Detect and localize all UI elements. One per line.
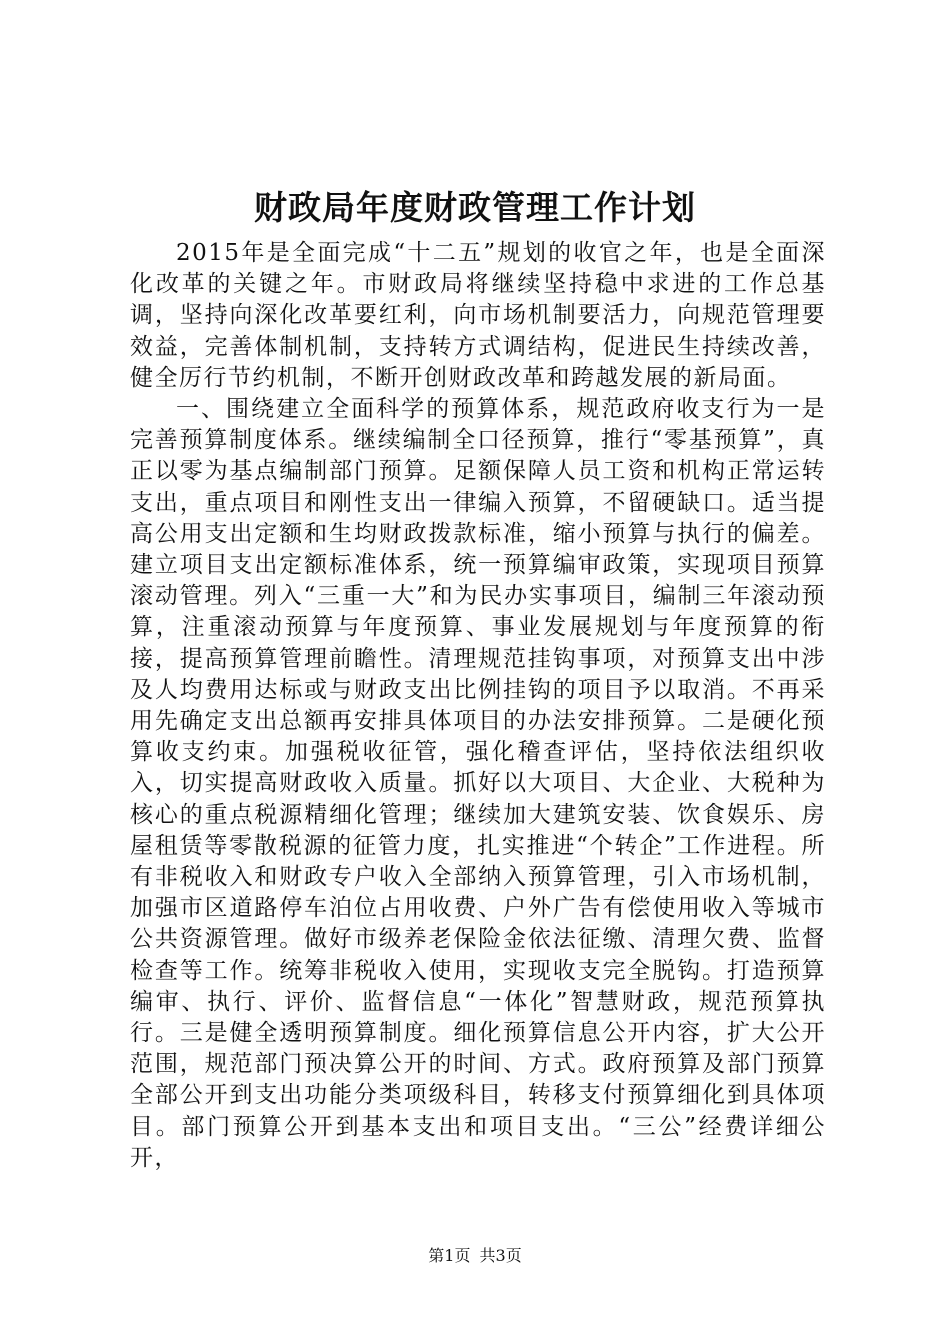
page-number: 第1页 — [428, 1246, 471, 1265]
paragraph-section-one: 一、围绕建立全面科学的预算体系，规范政府收支行为一是完善预算制度体系。继续编制全口径预算，推行“零基预算”，真正以零为基点编制部门预算。足额保障人员工资和机构正常运转支出，重点项目和刚性支出一律编入预算，不留硬缺口。适当提高公用支出定额和生均财政拨款标准，缩小预算与执行的偏差。建立项目支出定额标准体系，统一预算编审政策，实现项目预算滚动管理。列入“三重一大”和为民办实事项目，编制三年滚动预算，注重滚动预算与年度预算、事业发展规划与年度预算的衔接，提高预算管理前瞻性。清理规范挂钩事项，对预算支出中涉及人均费用达标或与财政支出比例挂钩的项目予以取消。不再采用先确定支出总额再安排具体项目的办法安排预算。二是硬化预算收支约束。加强税收征管，强化稽查评估，坚持依法组织收入，切实提高财政收入质量。抓好以大项目、大企业、大税种为核心的重点税源精细化管理；继续加大建筑安装、饮食娱乐、房屋租赁等零散税源的征管力度，扎实推进“个转企”工作进程。所有非税收入和财政专户收入全部纳入预算管理，引入市场机制，加强市区道路停车泊位占用收费、户外广告有偿使用收入等城市公共资源管理。做好市级养老保险金依法征缴、清理欠费、监督检查等工作。统筹非税收入使用，实现收支完全脱钩。打造预算编审、执行、评价、监督信息“一体化”智慧财政，规范预算执行。三是健全透明预算制度。细化预算信息公开内容，扩大公开范围，规范部门预决算公开的时间、方式。政府预算及部门预算全部公开到支出功能分类项级科目，转移支付预算细化到具体项目。部门预算公开到基本支出和项目支出。“三公”经费详细公开， — [130, 396, 826, 1171]
page-total: 共3页 — [479, 1246, 522, 1265]
page-footer — [0, 1246, 950, 1266]
document-title: 财政局年度财政管理工作计划 — [254, 188, 696, 227]
paragraph-intro: 2015年是全面完成“十二五”规划的收官之年，也是全面深化改革的关键之年。市财政局将继续坚持稳中求进的工作总基调，坚持向深化改革要红利，向市场机制要活力，向规范管理要效益，完善体制机制，支持转方式调结构，促进民生持续改善，健全厉行节约机制，不断开创财政改革和跨越发展的新局面。 — [130, 240, 826, 391]
document-body — [130, 238, 826, 1174]
